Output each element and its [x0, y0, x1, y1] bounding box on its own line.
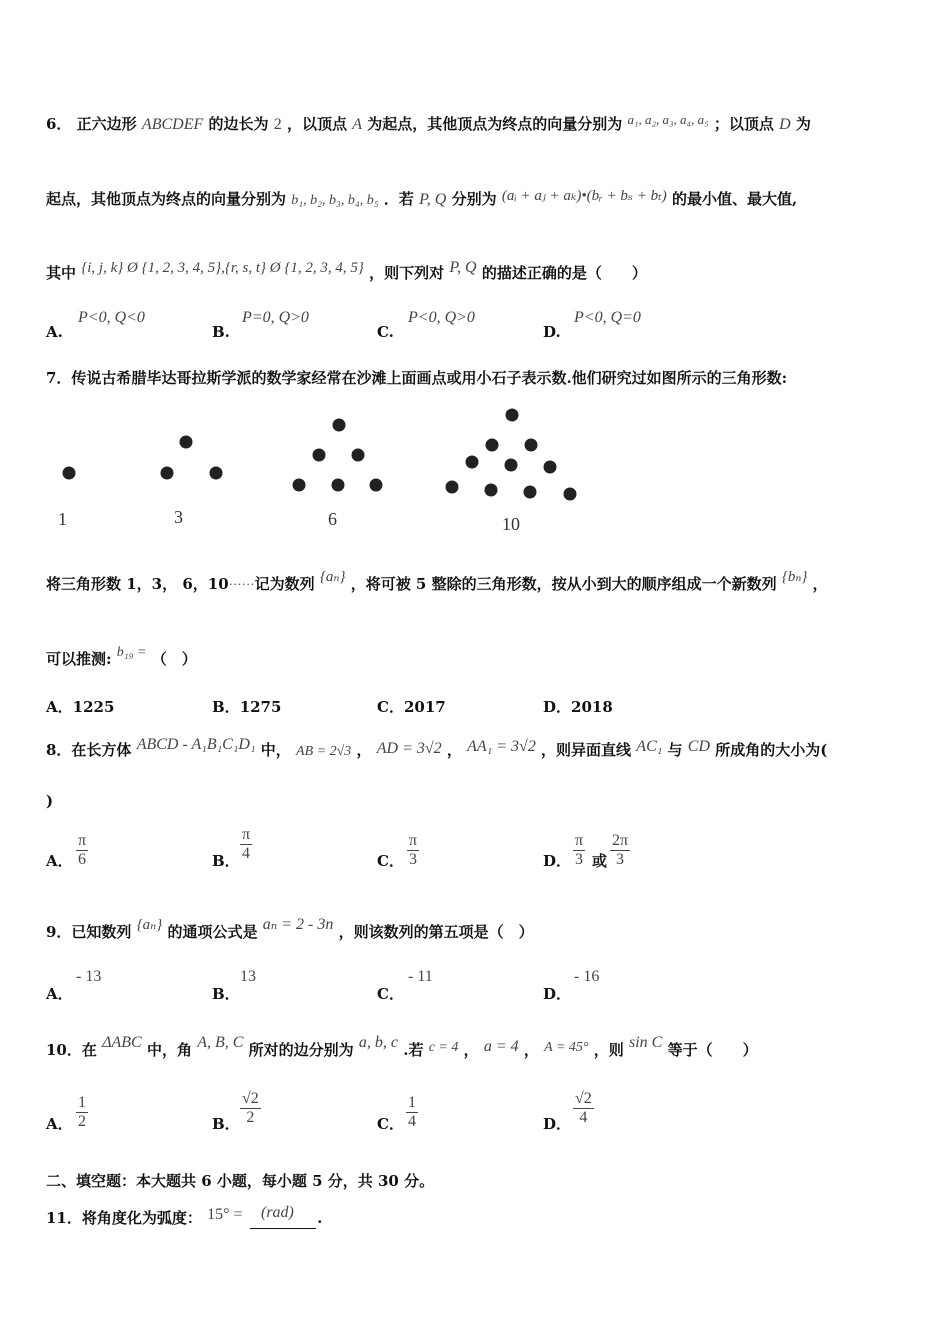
q7-stem: 7．传说古希腊毕达哥拉斯学派的数学家经常在沙滩上面画点或用小石子表示数.他们研究过如图所示的三角形数: [46, 369, 788, 387]
q6-option-a-value: P<0, Q<0 [78, 309, 145, 326]
q6-line-3: 其中 {i, j, k} Ø {1, 2, 3, 4, 5},{r, s, t} Ø {1, 2, 3, 4, 5} ，则下列对 P, Q 的描述正确的是（ ） [46, 259, 647, 282]
q11-line: 11．将角度化为弧度： 15° = (rad) . [46, 1204, 323, 1227]
q7-line-2: 将三角形数 1，3， 6，10……记为数列 {aₙ} ，将可被 5 整除的三角形数，按从小到大的顺序组成一个新数列 {bₙ} ， [46, 569, 828, 593]
q8-option-d-fraction-1: π 3 [575, 832, 584, 868]
q8-option-d-fraction-2: 2π 3 [612, 832, 629, 868]
q7-option-a: A．1225 [46, 698, 115, 716]
triangle-name: ΔABC [102, 1034, 142, 1051]
sequence-b: {bₙ} [781, 569, 808, 585]
q6-option-c-value: P<0, Q>0 [408, 309, 475, 326]
section-2-heading: 二、填空题：本大题共 6 小题，每小题 5 分，共 30 分。 [46, 1172, 435, 1190]
b19-term: b₁₉ = [116, 645, 147, 660]
vector-b-list: b₁, b₂, b₃, b₄, b₅ [291, 193, 379, 208]
q8-line-1: 8．在长方体 ABCD - A₁B₁C₁D₁ 中， AB = 2√3 ， AD = 3√2 ， AA₁ = 3√2 ，则异面直线 AC₁ 与 CD 所成角的大小为( [46, 736, 828, 759]
general-term-formula: aₙ = 2 - 3n [262, 916, 334, 933]
q9-option-a-value: - 13 [76, 968, 102, 985]
q10-option-b-fraction: √2 2 [242, 1090, 259, 1126]
hexagon-name: ABCDEF [141, 116, 204, 133]
label-10: 10 [502, 514, 520, 534]
q7-option-b: B．1275 [212, 698, 282, 716]
q10-option-a-fraction: 1 2 [78, 1094, 86, 1130]
label-3: 3 [174, 507, 183, 527]
q9-option-b-value: 13 [240, 968, 256, 985]
q7-option-d: D．2018 [543, 698, 613, 716]
q10-line: 10．在 ΔABC 中，角 A, B, C 所对的边分别为 a, b, c .若 c = 4 ， a = 4 ， A = 45° ，则 sin C 等于（ ） [46, 1034, 758, 1059]
index-set-2: ,{r, s, t} Ø {1, 2, 3, 4, 5} [221, 260, 364, 276]
q10-option-d-fraction: √2 4 [575, 1090, 592, 1126]
q7-option-c: C．2017 [377, 698, 446, 716]
q8-close-paren: ) [46, 792, 54, 810]
label-6: 6 [328, 509, 337, 529]
q10-option-c-fraction: 1 4 [408, 1094, 416, 1130]
q9-line: 9．已知数列 {aₙ} 的通项公式是 aₙ = 2 - 3n ，则该数列的第五项是（ ） [46, 916, 534, 941]
q9-option-d-value: - 16 [574, 968, 600, 985]
index-set-1: {i, j, k} Ø {1, 2, 3, 4, 5} [81, 260, 222, 276]
triangle-1 [63, 467, 76, 480]
q6-number: 6． [46, 115, 72, 133]
q6-option-b-value: P=0, Q>0 [242, 309, 309, 326]
triangle-3 [161, 436, 223, 480]
triangle-10 [446, 409, 577, 501]
q8-option-b-fraction: π 4 [242, 826, 251, 862]
triangular-numbers-figure [40, 400, 600, 540]
cuboid-name: ABCD - A₁B₁C₁D₁ [136, 736, 256, 753]
q8-option-c-fraction: π 3 [409, 832, 418, 868]
q6-line-2: 起点，其他顶点为终点的向量分别为 b₁, b₂, b₃, b₄, b₅ ．若 P, Q 分别为 (aᵢ + aⱼ + aₖ)•(bᵣ + bₛ + bₜ) 的最小值、最大值, [46, 188, 798, 208]
sequence-a: {aₙ} [319, 569, 346, 585]
triangle-6 [293, 419, 383, 492]
q6-line-1: 6． 正六边形 ABCDEF 的边长为 2 ，以顶点 A 为起点，其他顶点为终点的向量分别为 a₁, a₂, a₃, a₄, a₅ ；以顶点 D 为 [46, 112, 811, 133]
q9-option-c-value: - 11 [408, 968, 433, 985]
q6-option-d-value: P<0, Q=0 [574, 309, 641, 326]
vector-a-list: a₁, a₂, a₃, a₄, a₅ [627, 112, 709, 127]
vector-expression: (aᵢ + aⱼ + aₖ)•(bᵣ + bₛ + bₜ) [501, 188, 667, 204]
q7-line-3: 可以推测: b₁₉ = （ ） [46, 645, 197, 668]
label-1: 1 [58, 509, 67, 529]
q8-option-a-fraction: π 6 [78, 832, 87, 868]
